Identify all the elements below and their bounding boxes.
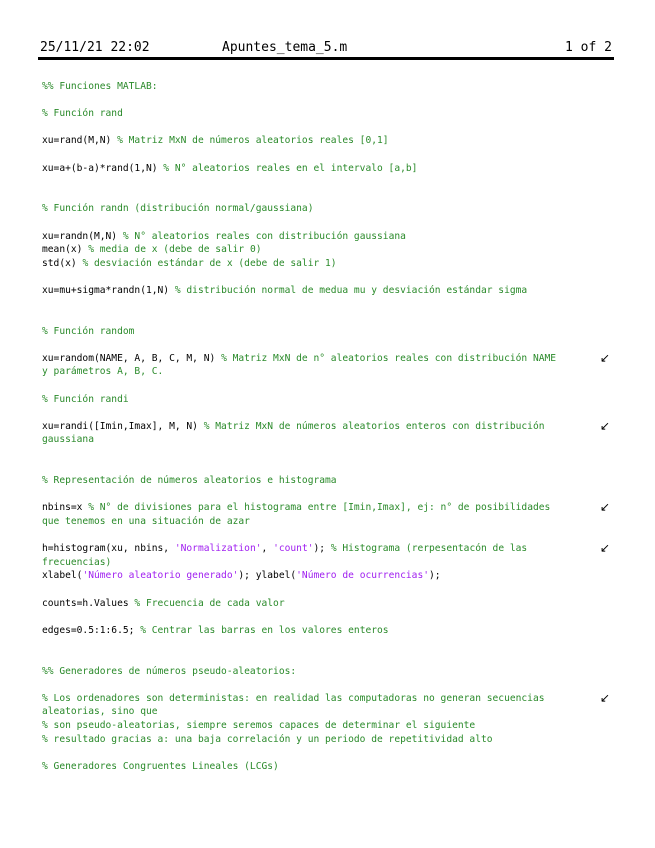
code-comment: % Frecuencia de cada valor xyxy=(134,597,285,609)
code-text: xu=a+(b-a)*rand(1,N) xyxy=(42,162,164,174)
return-arrow-icon: ↙ xyxy=(599,350,610,365)
code-text: xu=mu+sigma*randn(1,N) xyxy=(42,284,175,296)
blank-line xyxy=(42,529,612,543)
blank-line xyxy=(42,461,612,475)
code-line xyxy=(42,515,612,529)
code-comment: % Matriz MxN de números aleatorios reales [0,1] xyxy=(117,135,389,147)
code-comment: % Matriz MxN de n° aleatorios reales con distribución NAME xyxy=(221,352,557,364)
code-text: xu=random(NAME, A, B, C, M, N) xyxy=(42,352,222,364)
code-line xyxy=(42,719,612,733)
code-comment: % desviación estándar de x (debe de salir 1) xyxy=(82,257,337,269)
code-comment: % Los ordenadores son deterministas: en realidad las computadoras no generan secuencias xyxy=(42,692,545,704)
code-comment: % Generadores Congruentes Lineales (LCGs) xyxy=(42,760,279,772)
blank-line xyxy=(42,610,612,624)
blank-line xyxy=(42,488,612,502)
print-datetime: 25/11/21 22:02 xyxy=(40,40,150,55)
code-text: xu=rand(M,N) xyxy=(42,135,118,147)
code-comment: % Matriz MxN de números aleatorios enteros con distribución xyxy=(203,420,545,432)
code-line xyxy=(42,284,612,298)
code-line xyxy=(42,501,612,515)
page-header xyxy=(40,40,612,58)
blank-line xyxy=(42,148,612,162)
file-name: Apuntes_tema_5.m xyxy=(222,40,348,55)
code-line xyxy=(42,597,612,611)
code-comment: % Función randn (distribución normal/gaussiana) xyxy=(42,203,314,215)
code-line xyxy=(42,569,612,583)
code-text: xlabel( xyxy=(42,570,83,582)
blank-line xyxy=(42,651,612,665)
code-string: 'Número aleatorio generado' xyxy=(82,570,239,582)
code-line xyxy=(42,365,612,379)
code-line xyxy=(42,420,612,434)
blank-line xyxy=(42,94,612,108)
blank-line xyxy=(42,338,612,352)
code-text: ); xyxy=(429,570,441,582)
blank-line xyxy=(42,189,612,203)
blank-line xyxy=(42,583,612,597)
code-line xyxy=(42,665,612,679)
code-comment: % resultado gracias a: una baja correlación y un periodo de repetitividad alto xyxy=(42,733,493,745)
code-line xyxy=(42,733,612,747)
code-line xyxy=(42,80,612,94)
code-comment: % Función random xyxy=(42,325,135,337)
code-line xyxy=(42,257,612,271)
code-line xyxy=(42,134,612,148)
blank-line xyxy=(42,406,612,420)
return-arrow-icon: ↙ xyxy=(599,500,610,515)
page-number: 1 of 2 xyxy=(565,40,612,55)
code-line xyxy=(42,230,612,244)
code-comment: % Centrar las barras en los valores enteros xyxy=(140,624,389,636)
blank-line xyxy=(42,637,612,651)
code-text: counts=h.Values xyxy=(42,597,135,609)
code-string: 'count' xyxy=(273,543,314,555)
code-line xyxy=(42,542,612,556)
code-comment: % distribución normal de medua mu y desviación estándar sigma xyxy=(174,284,528,296)
code-line xyxy=(42,352,612,366)
code-line xyxy=(42,107,612,121)
code-text: nbins=x xyxy=(42,502,89,514)
blank-line xyxy=(42,678,612,692)
code-line xyxy=(42,393,612,407)
code-line xyxy=(42,474,612,488)
blank-line xyxy=(42,311,612,325)
return-arrow-icon: ↙ xyxy=(599,541,610,556)
code-line xyxy=(42,433,612,447)
blank-line xyxy=(42,216,612,230)
code-comment: % N° aleatorios reales con distribución gaussiana xyxy=(122,230,406,242)
code-comment: % Representación de números aleatorios e histograma xyxy=(42,475,337,487)
blank-line xyxy=(42,379,612,393)
code-comment: % Función rand xyxy=(42,108,123,120)
code-line xyxy=(42,624,612,638)
blank-line xyxy=(42,746,612,760)
return-arrow-icon: ↙ xyxy=(599,690,610,705)
code-line xyxy=(42,692,612,706)
code-comment: % N° de divisiones para el histograma entre [Imin,Imax], ej: n° de posibilidades xyxy=(88,502,551,514)
code-text: ); xyxy=(313,543,331,555)
code-comment: %% Funciones MATLAB: xyxy=(42,81,158,92)
code-comment: % Función randi xyxy=(42,393,129,405)
blank-line xyxy=(42,270,612,284)
code-string: 'Número de ocurrencias' xyxy=(296,570,430,582)
code-text: xu=randi([Imin,Imax], M, N) xyxy=(42,420,204,432)
code-comment: % Histograma (rerpesentacón de las xyxy=(330,543,528,555)
code-string: 'Normalization' xyxy=(174,543,262,555)
code-comment: frecuencias) xyxy=(42,556,112,568)
code-line xyxy=(42,243,612,257)
blank-line xyxy=(42,447,612,461)
code-text: edges=0.5:1:6.5; xyxy=(42,624,141,636)
code-text: mean(x) xyxy=(42,244,89,256)
code-text: xu=randn(M,N) xyxy=(42,230,123,242)
code-comment: aleatorias, sino que xyxy=(42,706,158,718)
code-text: h=histogram(xu, nbins, xyxy=(42,543,175,555)
code-comment: % N° aleatorios reales en el intervalo [a,b] xyxy=(163,162,418,174)
code-line xyxy=(42,760,612,774)
blank-line xyxy=(42,121,612,135)
blank-line xyxy=(42,175,612,189)
code-listing xyxy=(42,80,612,773)
code-line xyxy=(42,202,612,216)
return-arrow-icon: ↙ xyxy=(599,418,610,433)
code-comment: y parámetros A, B, C. xyxy=(42,366,164,378)
code-comment: %% Generadores de números pseudo-aleatorios: xyxy=(42,665,297,677)
code-text: std(x) xyxy=(42,257,83,269)
code-line xyxy=(42,162,612,176)
code-comment: gaussiana xyxy=(42,434,94,446)
code-line xyxy=(42,556,612,570)
code-comment: % son pseudo-aleatorias, siempre seremos capaces de determinar el siguiente xyxy=(42,719,476,731)
code-comment: % media de x (debe de salir 0) xyxy=(88,244,262,256)
code-line xyxy=(42,325,612,339)
code-line xyxy=(42,705,612,719)
header-rule xyxy=(38,57,614,60)
code-text: , xyxy=(261,543,274,555)
blank-line xyxy=(42,298,612,312)
code-text: ); ylabel( xyxy=(238,570,297,582)
code-comment: que tenemos en una situación de azar xyxy=(42,516,250,527)
